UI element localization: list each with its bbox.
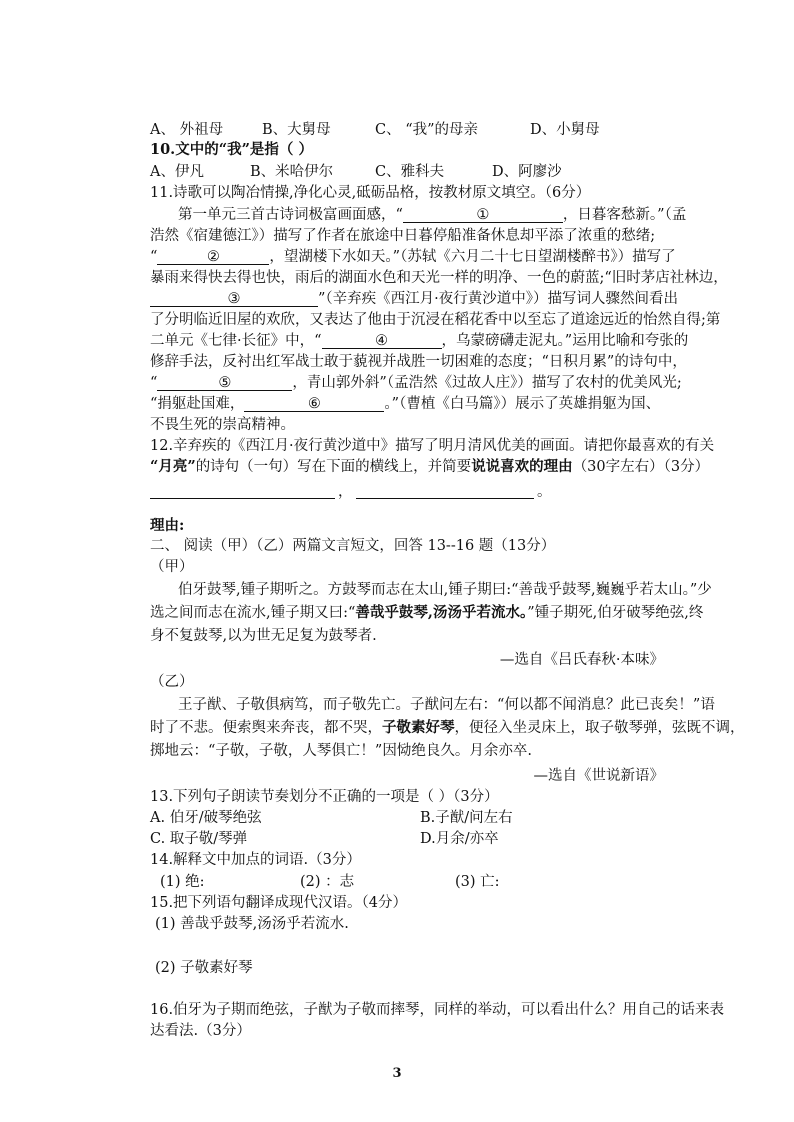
q14-item-1: (1) 绝: bbox=[160, 874, 205, 890]
q16-stem: 16.伯牙为子期而绝弦，子猷为子敬而摔琴，同样的举动，可以看出什么？用自己的话来表 bbox=[150, 1002, 725, 1018]
q13-option-d: D.月余/亦卒 bbox=[420, 831, 499, 847]
q9-option-a: A、 外祖母 bbox=[150, 122, 224, 138]
q15-stem: 15.把下列语句翻译成现代汉语。（4分） bbox=[150, 895, 408, 911]
q11-line: 了分明临近旧屋的欢欣，又表达了他由于沉浸在稻花香中以至忘了道途远近的怡然自得;第 bbox=[150, 312, 721, 328]
q11-line: “ ⑤ ，青山郭外斜”（孟浩然《过故人庄》）描写了农村的优美风光; bbox=[150, 375, 682, 391]
q12-answer-line-2[interactable] bbox=[356, 498, 534, 499]
q14-stem: 14.解释文中加点的词语.（3分） bbox=[150, 852, 361, 868]
passage-jia-line: 选之间而志在流水,锺子期又曰:“善哉乎鼓琴,汤汤乎若流水。”锺子期死,伯牙破琴绝弦,终 bbox=[150, 604, 704, 621]
q12-stem-line2: “月亮”的诗句（一句）写在下面的横线上，并简要说说喜欢的理由（30字左右）（3分） bbox=[150, 458, 710, 475]
q11-line: 暴雨来得快去得也快，雨后的湖面水色和天光一样的明净、一色的蔚蓝;“旧时茅店社林边， bbox=[150, 270, 728, 286]
q13-stem: 13.下列句子朗读节奏划分不正确的一项是（ ）（3分） bbox=[150, 789, 499, 805]
q11-blank-4[interactable]: ④ bbox=[322, 331, 442, 349]
q13-option-c: C. 取子敬/琴弹 bbox=[150, 831, 248, 847]
page-number: 3 bbox=[392, 1066, 402, 1081]
passage-yi-source: —选自《世说新语》 bbox=[533, 768, 664, 784]
q12-reason-label: 理由: bbox=[150, 517, 185, 534]
q11-line: 不畏生死的崇高精神。 bbox=[150, 417, 295, 433]
q12-stem: 12.辛弃疾的《西江月·夜行黄沙道中》描写了明月清风优美的画面。请把你最喜欢的有关 bbox=[150, 438, 715, 454]
q9-option-b: B、大舅母 bbox=[262, 122, 331, 138]
q12-period: 。 bbox=[537, 484, 552, 500]
q15-item-1: (1) 善哉乎鼓琴,汤汤乎若流水. bbox=[155, 916, 349, 932]
q11-stem: 11.诗歌可以陶冶情操,净化心灵,砥砺品格，按教材原文填空。（6分） bbox=[150, 185, 591, 201]
passage-yi-line: 王子猷、子敬俱病笃，而子敬先亡。子猷问左右：“何以都不闻消息？此已丧矣！”语 bbox=[178, 697, 715, 713]
q14-item-3: (3) 亡: bbox=[455, 874, 500, 890]
q13-option-a: A. 伯牙/破琴绝弦 bbox=[150, 810, 262, 826]
q14-item-2: (2) ：志 bbox=[300, 874, 355, 890]
q9-option-c: C、 “我”的母亲 bbox=[375, 122, 479, 138]
passage-yi-label: （乙） bbox=[150, 674, 194, 690]
q11-line: ③ ”（辛弃疾《西江月·夜行黄沙道中》）描写词人骤然间看出 bbox=[150, 289, 678, 309]
q11-line: “ ② ，望湖楼下水如天。”（苏轼《六月二十七日望湖楼醉书》）描写了 bbox=[150, 249, 676, 265]
passage-jia-source: —选自《吕氏春秋·本味》 bbox=[499, 652, 664, 668]
q12-answer-line-1[interactable] bbox=[150, 498, 335, 499]
q11-line: 第一单元三首古诗词极富画面感，“ ① ，日暮客愁新。”（孟 bbox=[178, 207, 687, 223]
q10-option-a: A、伊凡 bbox=[150, 164, 204, 180]
q11-line: “捐躯赴国难， ⑥ 。”（曹植《白马篇》）展示了英雄捐躯为国、 bbox=[150, 396, 661, 412]
q11-line: 修辞手法，反衬出红军战士敢于藐视并战胜一切困难的态度；“日积月累”的诗句中， bbox=[150, 354, 687, 370]
q9-option-d: D、小舅母 bbox=[530, 122, 600, 138]
q10-option-b: B、米哈伊尔 bbox=[250, 164, 334, 180]
q16-stem-line2: 达看法.（3分） bbox=[150, 1023, 251, 1039]
q11-blank-1[interactable]: ① bbox=[403, 205, 563, 223]
q11-line: 二单元《七律·长征》中，“ ④ ，乌蒙磅礴走泥丸。”运用比喻和夸张的 bbox=[150, 333, 689, 349]
q11-blank-5[interactable]: ⑤ bbox=[157, 373, 292, 391]
q10-option-d: D、阿廖沙 bbox=[492, 164, 562, 180]
passage-yi-line: 掷地云：“子敬，子敬，人琴俱亡！”因恸绝良久。月余亦卒. bbox=[150, 743, 532, 759]
q11-line: 浩然《宿建德江》）描写了作者在旅途中日暮停船准备休息却平添了浓重的愁绪; bbox=[150, 228, 656, 244]
passage-yi-line: 时了不悲。便索舆来奔丧，都不哭，子敬素好琴，便径入坐灵床上，取子敬琴弹，弦既不调， bbox=[150, 719, 745, 736]
passage-jia-line: 身不复鼓琴,以为世无足复为鼓琴者. bbox=[150, 628, 377, 644]
q13-option-b: B.子猷/问左右 bbox=[420, 810, 513, 826]
q11-blank-3[interactable]: ③ bbox=[150, 289, 318, 307]
q11-blank-6[interactable]: ⑥ bbox=[244, 394, 384, 412]
passage-jia-label: （甲） bbox=[150, 559, 194, 575]
q15-item-2: (2) 子敬素好琴 bbox=[155, 960, 253, 976]
section2-title: 二、 阅读（甲）（乙）两篇文言短文，回答 13--16 题（13分） bbox=[150, 538, 556, 554]
q12-comma: ， bbox=[338, 484, 353, 500]
q10-option-c: C、雅科夫 bbox=[375, 164, 445, 180]
passage-jia-line: 伯牙鼓琴,锺子期听之。方鼓琴而志在太山,锺子期曰:“善哉乎鼓琴,巍巍乎若太山。”少 bbox=[178, 582, 712, 598]
q11-blank-2[interactable]: ② bbox=[157, 247, 269, 265]
q10-stem: 10.文中的“我”是指（ ） bbox=[150, 141, 313, 158]
